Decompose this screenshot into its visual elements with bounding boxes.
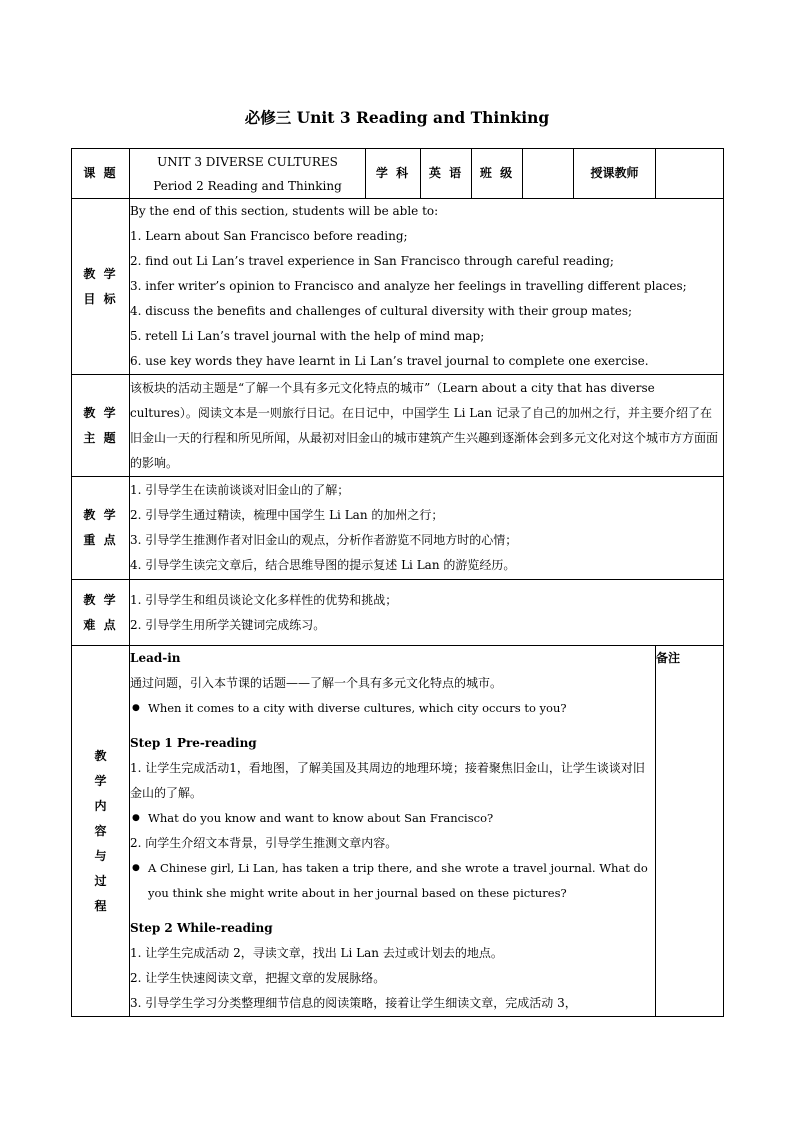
objective-line: By the end of this section, students will be able to: [130, 204, 439, 218]
class-label: 班 级 [472, 149, 523, 199]
process-label-char: 学 [94, 773, 107, 788]
process-label-char: 过 [94, 873, 107, 888]
topic-line-1: UNIT 3 DIVERSE CULTURES [157, 154, 338, 169]
step2-heading: Step 2 While-reading [130, 921, 273, 935]
leadin-bullet: ● When it comes to a city with diverse cultures, which city occurs to you? [130, 696, 655, 721]
step2-item: 2. 让学生快速阅读文章，把握文章的发展脉络。 [130, 971, 386, 985]
key-point-line: 1. 引导学生在读前谈谈对旧金山的了解； [130, 483, 350, 497]
step1-heading: Step 1 Pre-reading [130, 736, 257, 750]
process-label-char: 内 [94, 798, 107, 813]
difficulty-line: 2. 引导学生用所学关键词完成练习。 [130, 617, 326, 632]
theme-label-bottom: 主 题 [83, 430, 118, 445]
objective-line: 3. infer writer’s opinion to Francisco and analyze her feelings in travelling different places; [130, 279, 687, 293]
difficulties-label-bottom: 难 点 [83, 617, 118, 632]
theme-label [72, 375, 130, 477]
topic-value [130, 149, 366, 199]
process-label-char: 与 [94, 848, 107, 863]
theme-content: 该板块的活动主题是“了解一个具有多元文化特点的城市”（Learn about a city that has diverse cultures）。阅读文本是一则旅行日记。在日记中，中国学生 Li Lan 记录了自己的加州之行，并主要介绍了在旧金山一天的行程和所见所闻，从最初对旧金山的城市建筑产生兴趣到逐渐体会到多元文化对这个城市方方面面的影响。 [130, 375, 724, 477]
difficulties-row [72, 580, 724, 646]
objective-line: 4. discuss the benefits and challenges of cultural diversity with their group mates; [130, 304, 633, 318]
subject-label: 学 科 [366, 149, 421, 199]
objectives-label-top: 教 学 [83, 266, 118, 281]
lesson-plan-table [71, 148, 724, 1017]
process-label [72, 646, 130, 1017]
process-label-char: 程 [94, 898, 107, 913]
process-label-char: 容 [94, 823, 107, 838]
step1-item: 1. 让学生完成活动1，看地图，了解美国及其周边的地理环境；接着聚焦旧金山，让学生谈谈对旧金山的了解。 [130, 761, 645, 800]
remarks-column: 备注 [656, 646, 724, 1017]
step1-bullet: ● A Chinese girl, Li Lan, has taken a trip there, and she wrote a travel journal. What do you think she might write about in her journal based on these pictures? [130, 856, 655, 906]
class-value [523, 149, 574, 199]
teacher-label: 授课教师 [574, 149, 656, 199]
theme-row [72, 375, 724, 477]
key-points-label-bottom: 重 点 [83, 533, 118, 547]
key-points-label [72, 477, 130, 580]
key-points-row [72, 477, 724, 580]
process-label-char: 教 [94, 748, 107, 763]
difficulties-label-top: 教 学 [83, 592, 118, 607]
difficulties-content [130, 580, 724, 646]
objectives-label [72, 199, 130, 375]
objective-line: 2. find out Li Lan’s travel experience in San Francisco through careful reading; [130, 254, 614, 268]
difficulties-label [72, 580, 130, 646]
objectives-content [130, 199, 724, 375]
teacher-value [656, 149, 724, 199]
topic-line-2: Period 2 Reading and Thinking [153, 178, 342, 193]
key-point-line: 2. 引导学生通过精读，梳理中国学生 Li Lan 的加州之行； [130, 508, 444, 522]
key-point-line: 4. 引导学生读完文章后，结合思维导图的提示复述 Li Lan 的游览经历。 [130, 558, 516, 572]
objective-line: 5. retell Li Lan’s travel journal with the help of mind map; [130, 329, 485, 343]
difficulty-line: 1. 引导学生和组员谈论文化多样性的优势和挑战； [130, 592, 398, 607]
key-point-line: 3. 引导学生推测作者对旧金山的观点，分析作者游览不同地方时的心情； [130, 533, 518, 547]
key-points-content [130, 477, 724, 580]
step2-item: 1. 让学生完成活动 2，寻读文章，找出 Li Lan 去过或计划去的地点。 [130, 946, 503, 960]
theme-label-top: 教 学 [83, 405, 118, 420]
objective-line: 1. Learn about San Francisco before reading; [130, 229, 408, 243]
leadin-heading: Lead-in [130, 651, 181, 665]
step1-item: 2. 向学生介绍文本背景，引导学生推测文章内容。 [130, 836, 398, 850]
objectives-row [72, 199, 724, 375]
header-row [72, 149, 724, 199]
step2-item: 3. 引导学生学习分类整理细节信息的阅读策略，接着让学生细读文章，完成活动 3， [130, 996, 577, 1010]
step1-bullet: ● What do you know and want to know about San Francisco? [130, 806, 655, 831]
key-points-label-top: 教 学 [83, 508, 118, 522]
objective-line: 6. use key words they have learnt in Li Lan’s travel journal to complete one exercise. [130, 354, 649, 368]
process-content [130, 646, 656, 1017]
page-title: 必修三 Unit 3 Reading and Thinking [244, 108, 550, 127]
subject-value: 英 语 [421, 149, 472, 199]
objectives-label-bottom: 目 标 [83, 291, 118, 306]
leadin-intro: 通过问题，引入本节课的话题——了解一个具有多元文化特点的城市。 [130, 676, 503, 690]
process-row [72, 646, 724, 1017]
topic-label: 课 题 [72, 149, 130, 199]
